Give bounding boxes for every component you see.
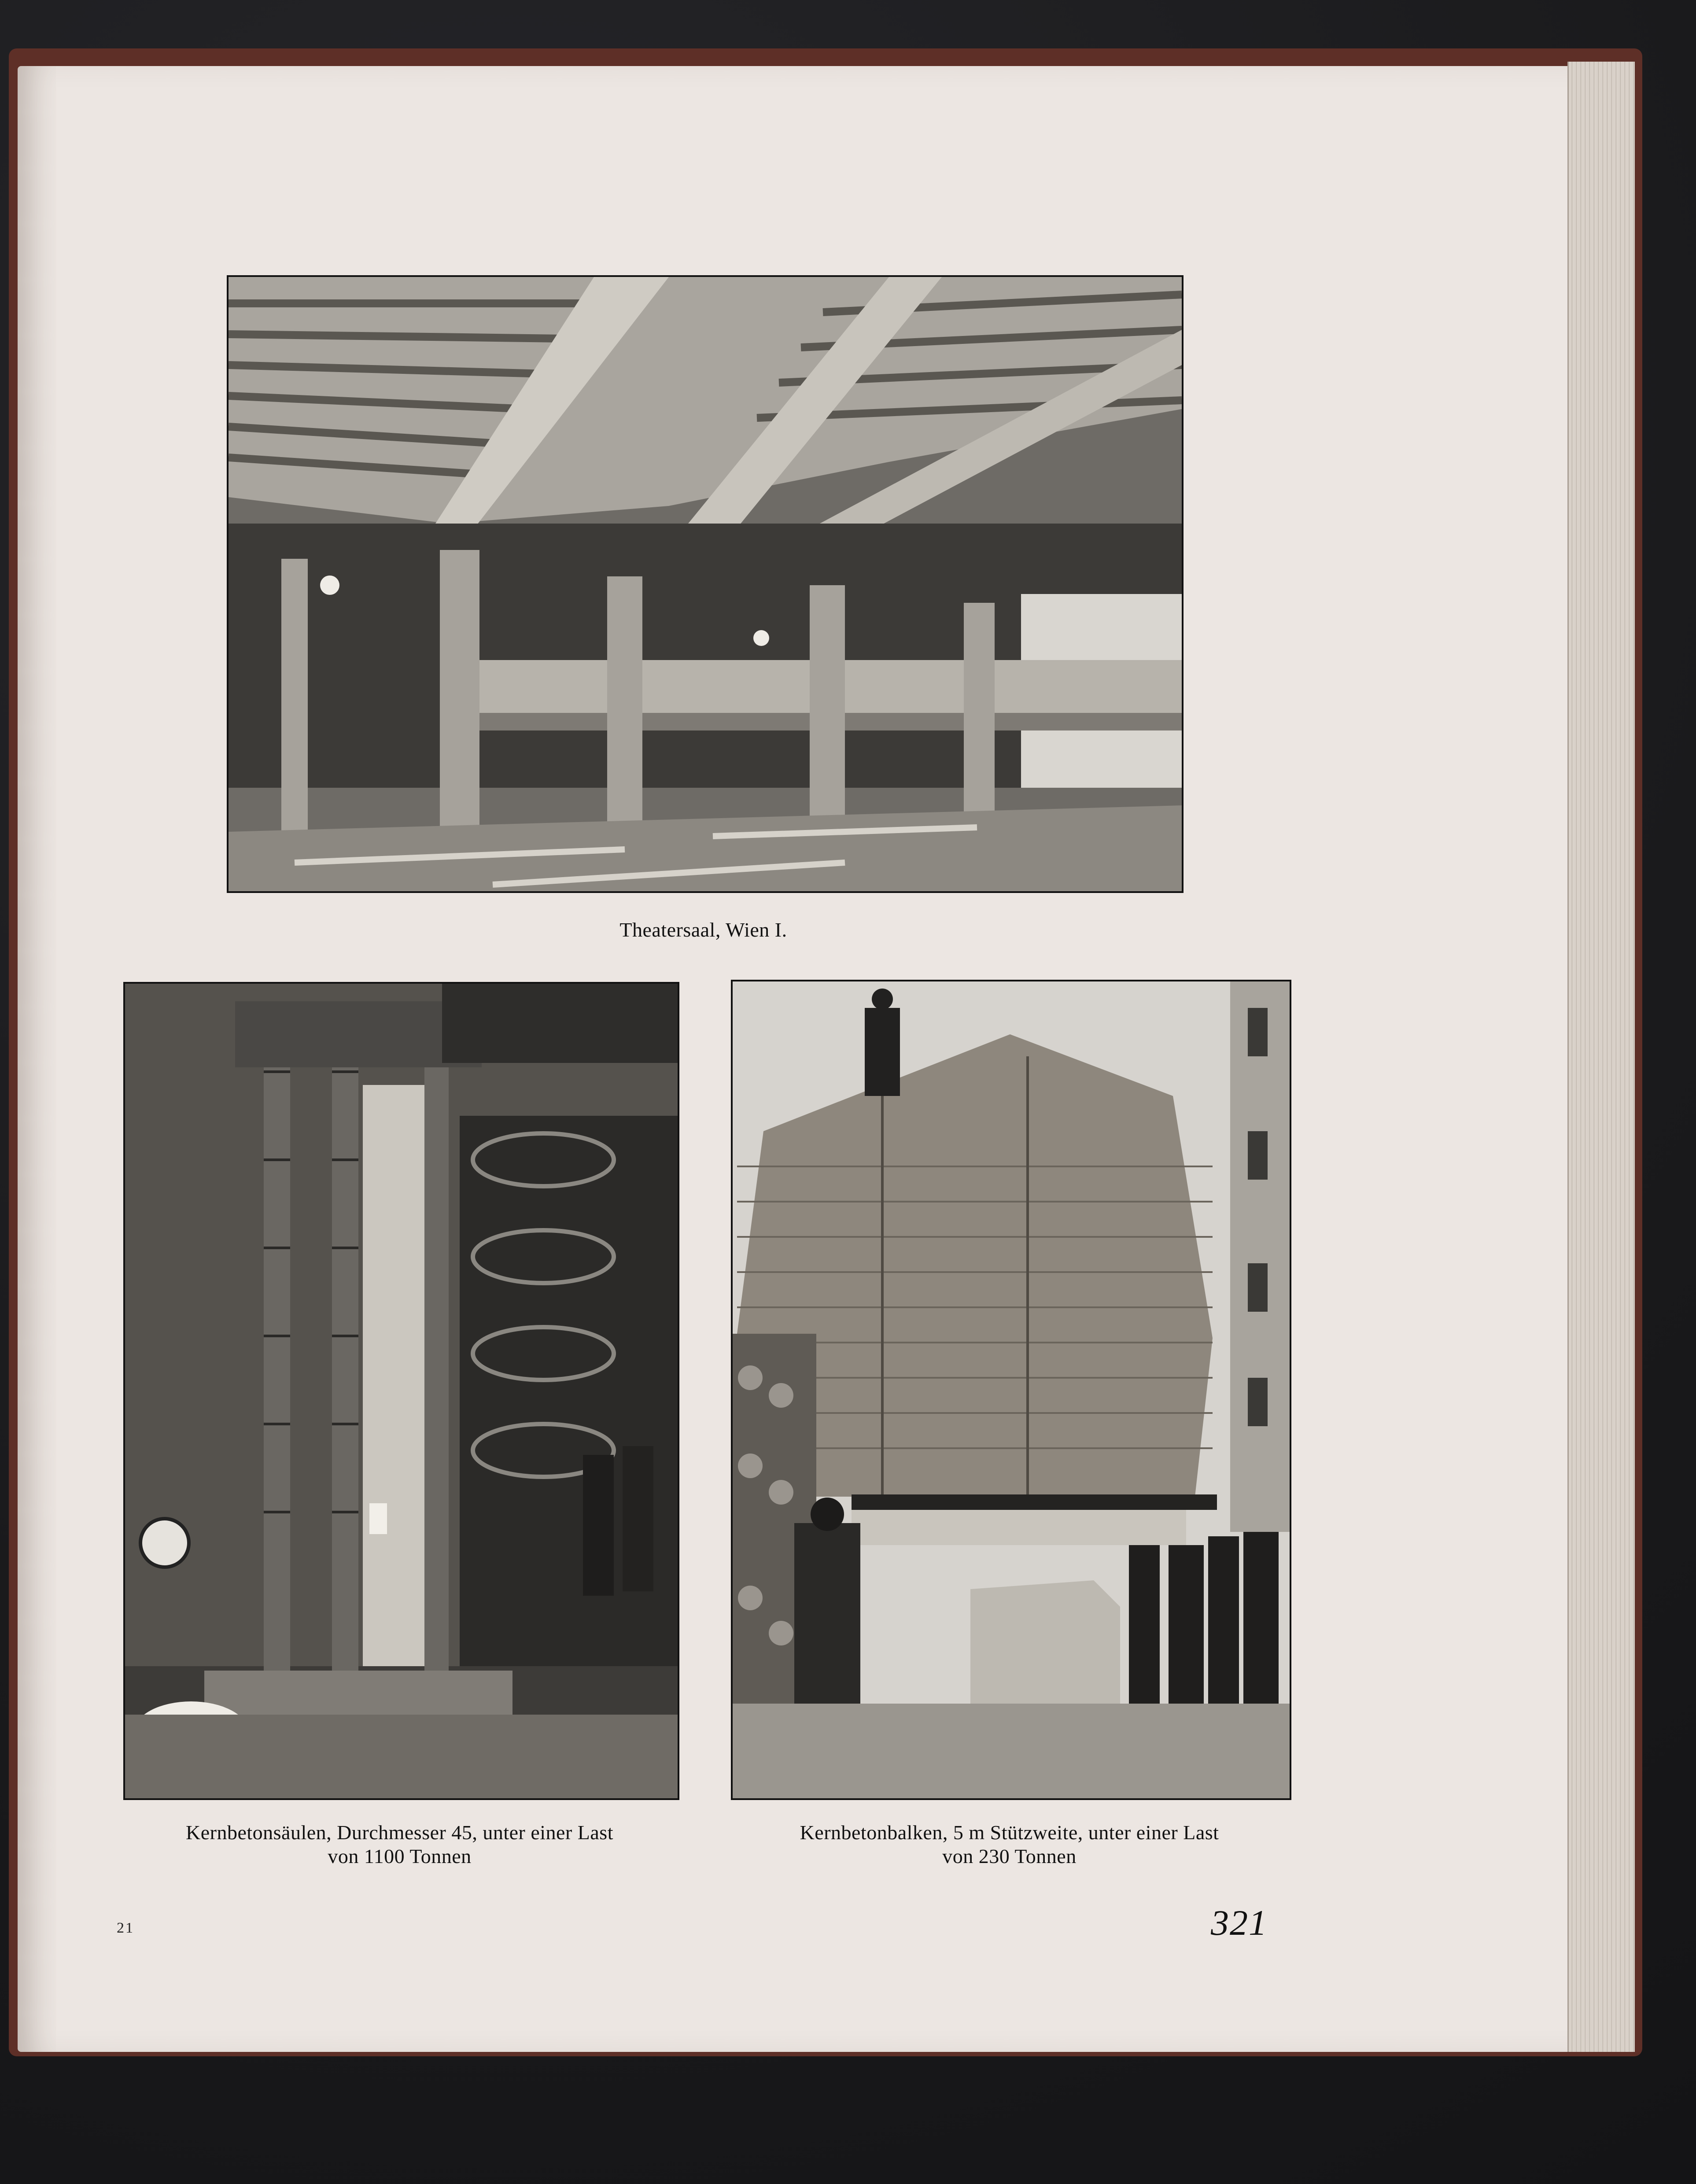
caption-kernbetonbalken bbox=[713, 1821, 1305, 1868]
photo-kernbetonbalken bbox=[731, 980, 1291, 1800]
caption-line: Kernbetonsäulen, Durchmesser 45, unter einer Last bbox=[185, 1821, 613, 1844]
caption-kernbetonsaeulen bbox=[101, 1821, 698, 1868]
theatersaal-image bbox=[229, 277, 1182, 891]
caption-line: Kernbetonbalken, 5 m Stützweite, unter einer Last bbox=[800, 1821, 1219, 1844]
photo-kernbetonsaeulen bbox=[123, 982, 679, 1800]
signature-mark: 21 bbox=[117, 1920, 134, 1936]
kernbetonbalken-image bbox=[733, 981, 1290, 1798]
page-stack-edge bbox=[1567, 62, 1635, 2052]
caption-line: von 1100 Tonnen bbox=[328, 1845, 472, 1867]
photo-theatersaal bbox=[227, 275, 1184, 893]
caption-line: Theatersaal, Wien I. bbox=[619, 919, 787, 941]
kernbetonsaeulen-image bbox=[125, 984, 678, 1798]
page-number: 321 bbox=[1211, 1903, 1268, 1943]
caption-line: von 230 Tonnen bbox=[942, 1845, 1077, 1867]
caption-theatersaal bbox=[227, 918, 1180, 942]
